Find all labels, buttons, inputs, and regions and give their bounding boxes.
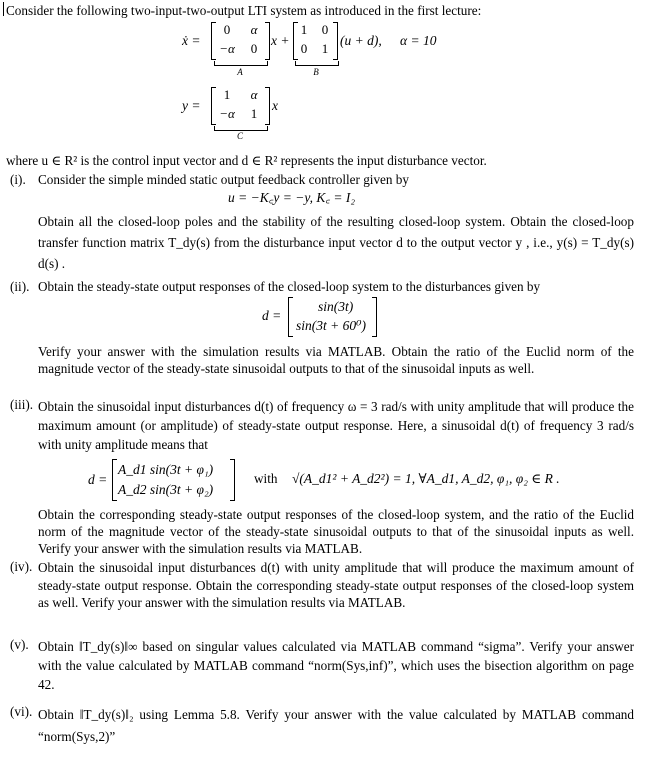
matrix-c-11: 1 bbox=[223, 87, 231, 102]
item-iii-d-top: A_d1 sin(3t + φ₁) bbox=[118, 462, 214, 477]
item-ii-d-lhs: d = bbox=[262, 308, 282, 323]
intro-line: Consider the following two-input-two-output LTI system as introduced in the first lecture: bbox=[6, 3, 482, 18]
eq2-lhs: y = bbox=[182, 98, 201, 113]
item-vi-number: (vi). bbox=[10, 704, 33, 719]
matrix-c-12: α bbox=[250, 87, 258, 102]
matrix-b-label: B bbox=[313, 67, 319, 77]
item-iii-with: with bbox=[254, 471, 278, 486]
alpha-value: α = 10 bbox=[400, 33, 437, 48]
item-iii-d-lhs: d = bbox=[88, 472, 108, 487]
item-iii-paragraph-2: Obtain the corresponding steady-state output responses of the closed-loop system, and the ratio of the Euclid norm of the magnitude vector of the steady-state sinusoidal outputs to that of the sinusoidal inputs as well. Verify your answer with the simulation results via MATLAB. bbox=[38, 507, 634, 556]
matrix-b-21: 0 bbox=[300, 41, 308, 56]
matrix-c-22: 1 bbox=[250, 106, 258, 121]
matrix-b-11: 1 bbox=[300, 22, 308, 37]
matrix-b-22: 1 bbox=[321, 41, 329, 56]
item-i-intro: Consider the simple minded static output feedback controller given by bbox=[38, 172, 409, 187]
item-ii-paragraph: Verify your answer with the simulation results via MATLAB. Obtain the ratio of the Euclid norm of the magnitude vector of the steady-state sinusoidal outputs to that of the sinusoidal inputs as well. bbox=[38, 344, 634, 376]
eq1-lhs: ẋ = bbox=[182, 33, 201, 48]
matrix-a-label: A bbox=[237, 67, 243, 77]
eq1-tail: (u + d), bbox=[340, 33, 382, 48]
matrix-a-11: 0 bbox=[223, 22, 231, 37]
matrix-a-12: α bbox=[250, 22, 258, 37]
matrix-b-12: 0 bbox=[321, 22, 329, 37]
item-iii-d-bot: A_d2 sin(3t + φ₂) bbox=[118, 482, 214, 497]
item-v-number: (v). bbox=[10, 637, 29, 652]
matrix-a-21: −α bbox=[219, 41, 235, 56]
where-line: where u ∈ R² is the control input vector and d ∈ R² represents the input disturbance vector. bbox=[6, 153, 487, 168]
eq1-x-plus: x + bbox=[271, 33, 290, 48]
item-vi-paragraph: Obtain ‖T_dy(s)‖₂ using Lemma 5.8. Verify your answer with the value calculated by MATLAB command “norm(Sys,2)” bbox=[38, 707, 634, 744]
item-i-equation: u = −K꜀y = −y, K꜀ = I₂ bbox=[228, 190, 356, 205]
item-i-paragraph: Obtain all the closed-loop poles and the stability of the resulting closed-loop system. Obtain the closed-loop transfer function matrix T_dy(s) from the disturbance input vector d to the output vector y , i.e., y(s) = T_dy(s) d(s) . bbox=[38, 214, 634, 271]
item-i-number: (i). bbox=[10, 172, 26, 187]
left-margin-rule bbox=[3, 2, 4, 16]
item-ii-number: (ii). bbox=[10, 279, 30, 294]
eq2-x: x bbox=[272, 98, 278, 113]
item-iii-condition: √(A_d1² + A_d2²) = 1, ∀A_d1, A_d2, φ₁, φ₂ ∈ R . bbox=[292, 471, 560, 486]
item-iv-number: (iv). bbox=[10, 559, 33, 574]
item-ii-intro: Obtain the steady-state output responses of the closed-loop system to the disturbances given by bbox=[38, 279, 541, 294]
matrix-a-22: 0 bbox=[250, 41, 258, 56]
item-iii-paragraph-1: Obtain the sinusoidal input disturbances d(t) of frequency ω = 3 rad/s with unity amplitude that will produce the maximum amount (or amplitude) of steady-state output response. Here, a sinusoidal d(t) of frequency 3 rad/s with unity amplitude means that bbox=[38, 399, 634, 452]
matrix-c-21: −α bbox=[219, 106, 235, 121]
item-ii-d-bot: sin(3t + 60⁰) bbox=[296, 318, 367, 333]
item-iii-number: (iii). bbox=[10, 397, 34, 412]
item-iv-paragraph: Obtain the sinusoidal input disturbances d(t) with unity amplitude that will produce the maximum amount of steady-state output response. Obtain the corresponding steady-state output responses of the closed-loop system as well. Verify your answer with the simulation results via MATLAB. bbox=[38, 560, 634, 610]
item-v-paragraph: Obtain ‖T_dy(s)‖∞ based on singular values calculated via MATLAB command “sigma”. Verify your answer with the value calculated by MATLAB command “norm(Sys,inf)”, which uses the bisection algorithm on page 42. bbox=[38, 639, 634, 692]
matrix-c-label: C bbox=[236, 131, 243, 141]
item-ii-d-top: sin(3t) bbox=[318, 299, 354, 314]
